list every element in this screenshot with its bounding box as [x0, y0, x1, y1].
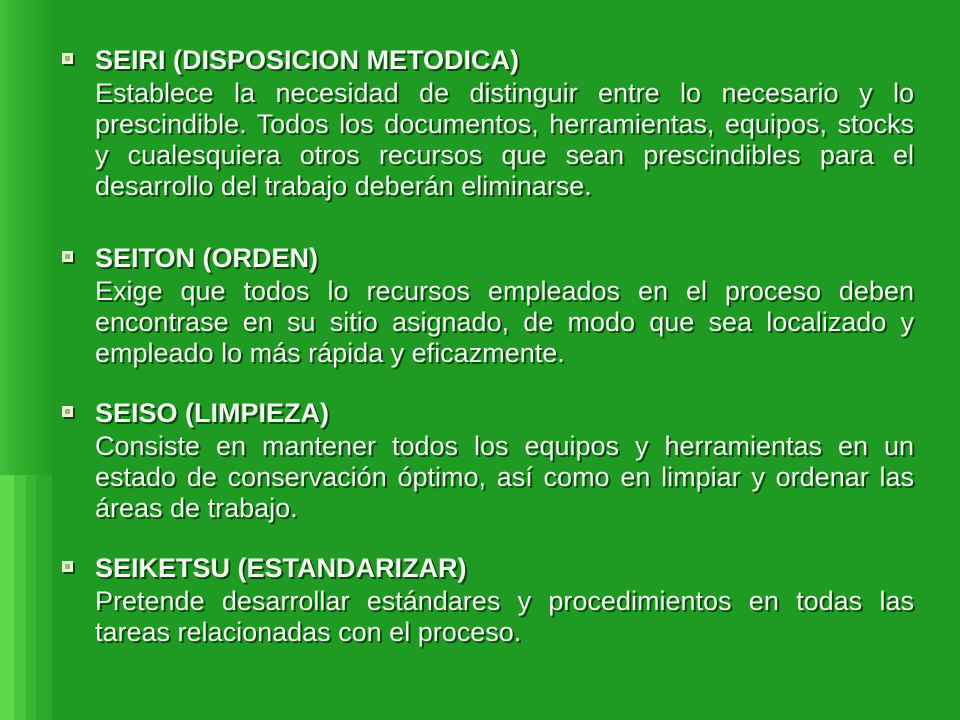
- item-body: Pretende desarrollar estándares y procedimientos en todas las tareas relacionadas con el proceso.: [95, 586, 914, 647]
- list-item: [58, 552, 914, 648]
- list-item: [58, 242, 914, 369]
- item-heading: [58, 242, 914, 274]
- square-bullet-icon: [62, 53, 73, 64]
- square-bullet-icon: [62, 561, 73, 572]
- item-heading-text: SEIKETSU (ESTANDARIZAR): [95, 553, 467, 583]
- slide-content: [58, 44, 914, 648]
- item-heading: [58, 44, 914, 76]
- item-heading: [58, 397, 914, 429]
- item-body: Exige que todos lo recursos empleados en el proceso deben encontrase en su sitio asignado, de modo que sea localizado y empleado lo más rápida y eficazmente.: [95, 276, 914, 368]
- item-heading: [58, 552, 914, 584]
- list-item: [58, 44, 914, 202]
- item-body: Establece la necesidad de distinguir entre lo necesario y lo prescindible. Todos los documentos, herramientas, equipos, stocks y cualesquiera otros recursos que sean prescindibles para el desarrollo del trabajo deberán eliminarse.: [95, 78, 914, 201]
- square-bullet-icon: [62, 251, 73, 262]
- list-item: [58, 397, 914, 524]
- item-heading-text: SEITON (ORDEN): [95, 243, 319, 273]
- background-band: [0, 0, 52, 475]
- item-heading-text: SEIRI (DISPOSICION METODICA): [95, 45, 520, 75]
- item-body: Consiste en mantener todos los equipos y herramientas en un estado de conservación óptimo, así como en limpiar y ordenar las áreas de trabajo.: [95, 431, 914, 523]
- square-bullet-icon: [62, 406, 73, 417]
- item-heading-text: SEISO (LIMPIEZA): [95, 398, 330, 428]
